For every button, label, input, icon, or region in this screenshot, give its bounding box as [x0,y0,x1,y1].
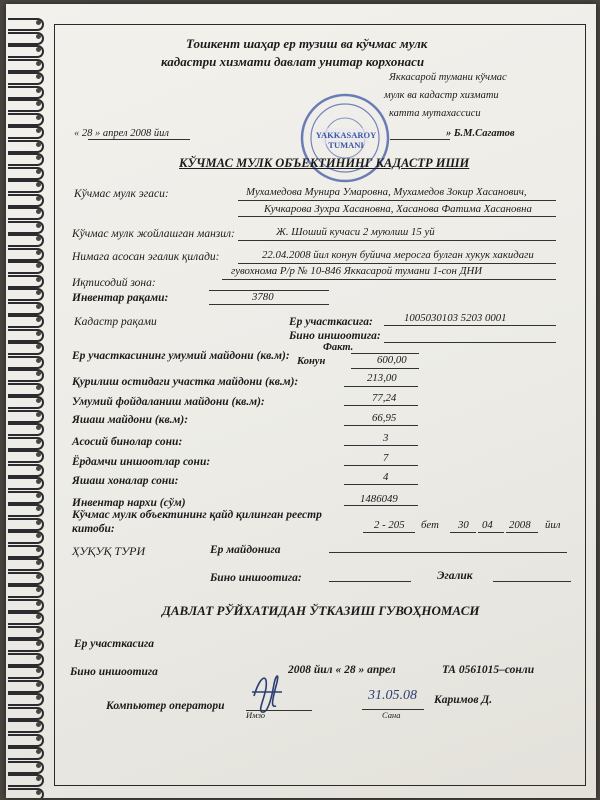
binding-hole [36,358,41,363]
binding-hole [36,533,41,538]
binding-hole [36,547,41,552]
rights-title: ҲУҚУҚ ТУРИ [72,544,146,558]
binding-hole [36,722,41,727]
binding-hole [36,574,41,579]
document-title: КЎЧМАС МУЛК ОБЪЕКТИНИНГ КАДАСТР ИШИ [179,156,470,170]
binding-hole [36,439,41,444]
rights-land-label: Ер майдонига [210,544,281,556]
binding-hole [36,506,41,511]
binding-hole [36,209,41,214]
binding-hole [36,560,41,565]
binding-hole [36,317,41,322]
reg-month-underline [478,532,504,533]
binding-hole [36,655,41,660]
basis-value-line-1: 22.04.2008 йил конун буйича меросга булган хукук хакидаги [262,249,534,261]
ownership-underline [493,581,571,582]
reg-year-underline [506,532,538,533]
law-label: Конун [297,356,326,367]
registration-title: ДАВЛАТ РЎЙХАТИДАН ЎТКАЗИШ ГУВОҲНОМАСИ [162,603,480,618]
handwritten-signature [246,666,290,716]
registry-label-1: Кўчмас мулк объектининг қайд қилинган реестр [72,509,322,521]
header-line-2: кадастри хизмати давлат унитар корхонаси [161,54,425,69]
binding-hole [36,47,41,52]
reg-day-underline [450,532,476,533]
law-underline [351,368,419,369]
binding-hole [36,196,41,201]
binding-hole [36,452,41,457]
living-area-label: Яшаш майдони (кв.м): [72,414,189,426]
binding-hole [36,263,41,268]
binding-hole [36,479,41,484]
binding-hole [36,371,41,376]
spiral-binding [6,4,46,798]
aux-bldg-label: Ёрдамчи иншоотлар сони: [72,456,211,468]
binding-hole [36,628,41,633]
reg-month: 04 [482,519,493,531]
rights-building-label: Бино иншоотига: [210,572,302,584]
address-value: Ж. Шоший кучаси 2 муюлиш 15 уй [276,226,435,238]
inventory-label: Инвентар рақами: [72,292,169,304]
header-signer: » Б.М.Сагатов [446,128,515,139]
basis-underline-2 [222,279,556,280]
binding-hole [36,493,41,498]
price-label: Инвентар нархи (сўм) [72,497,186,509]
binding-hole [36,709,41,714]
rights-building-underline [329,581,411,582]
binding-hole [36,182,41,187]
building-underline [384,342,556,343]
owner-value-line-1: Мухамедова Мунира Умаровна, Мухамедов Зокир Хасанович, [246,186,527,198]
page-label: бет [421,519,439,531]
binding-hole [36,128,41,133]
plot-value: 1005030103 5203 0001 [404,312,507,324]
binding-hole [36,34,41,39]
building-label: Бино иншоотига: [289,330,381,342]
header-date: « 28 » апрел 2008 йил [74,128,169,139]
year-label: йил [545,519,561,531]
owner-label: Кўчмас мулк эгаси: [74,188,169,200]
binding-hole [36,520,41,525]
total-area-label: Ер участкасининг умумий майдони (кв.м): [72,350,290,362]
registration-cert: ТА 0561015–сонли [442,664,535,676]
usable-area-underline [344,405,418,406]
binding-hole [36,331,41,336]
header-right-2: мулк ва кадастр хизмати [384,90,499,101]
basis-value-line-2: гувохнома Р/р № 10-846 Яккасарой тумани 1-сон ДНИ [231,265,483,277]
fact-label: Факт. [323,342,354,353]
binding-hole [36,412,41,417]
price-underline [344,505,418,506]
ownership-label: Эгалик [437,570,473,582]
binding-hole [36,385,41,390]
aux-bldg-underline [344,465,418,466]
built-area-underline [344,386,418,387]
main-bldg-value: 3 [383,432,389,444]
cadastre-label: Кадастр рақами [74,316,157,328]
registry-book-underline [363,532,415,533]
rights-land-underline [329,552,567,553]
binding-hole [36,290,41,295]
rooms-label: Яшаш хоналар сони: [72,475,179,487]
date-underline [88,139,190,140]
owner-underline-2 [238,216,556,217]
binding-hole [36,587,41,592]
binding-hole [36,749,41,754]
document-page [6,4,596,798]
binding-hole [36,277,41,282]
registration-building-label: Бино иншоотига [70,666,158,678]
usable-area-value: 77,24 [372,392,397,404]
header-line-1: Тошкент шаҳар ер тузиш ва кўчмас мулк [186,36,428,51]
address-underline [238,240,556,241]
sign-caption: Имзо [246,710,266,720]
header-right-1: Яккасарой тумани кўчмас [389,72,507,83]
owner-underline-1 [238,200,556,201]
stamp-text: YAKKASAROY TUMANI [315,130,377,150]
binding-hole [36,61,41,66]
signer-underline [390,139,450,140]
binding-hole [36,776,41,781]
registry-label-2: китоби: [72,523,115,535]
law-value: 600,00 [377,354,407,366]
living-area-value: 66,95 [372,412,397,424]
binding-hole [36,223,41,228]
binding-hole [36,20,41,25]
binding-hole [36,425,41,430]
econ-zone-label: Иқтисодий зона: [72,277,156,289]
binding-hole [36,641,41,646]
address-label: Кўчмас мулк жойлашган манзил: [72,228,235,240]
plot-underline [384,325,556,326]
binding-hole [36,668,41,673]
binding-hole [36,763,41,768]
binding-hole [36,601,41,606]
binding-hole [36,398,41,403]
rooms-value: 4 [383,471,389,483]
binding-hole [36,155,41,160]
aux-bldg-value: 7 [383,452,389,464]
price-value: 1486049 [360,493,398,505]
rooms-underline [344,484,418,485]
operator-name: Каримов Д. [434,694,493,706]
binding-hole [36,736,41,741]
binding-hole [36,304,41,309]
binding-hole [36,344,41,349]
built-area-label: Қурилиш остидаги участка майдони (кв.м): [72,376,299,388]
usable-area-label: Умумий фойдаланиш майдони (кв.м): [72,396,265,408]
binding-hole [36,236,41,241]
date-caption: Сана [382,710,401,720]
binding-hole [36,142,41,147]
reg-day: 30 [458,519,469,531]
plot-label: Ер участкасига: [289,316,373,328]
binding-hole [36,169,41,174]
built-area-value: 213,00 [367,372,397,384]
inventory-underline [209,304,329,305]
handwritten-date: 31.05.08 [368,688,417,703]
reg-year: 2008 [509,519,531,531]
basis-label: Нимага асосан эгалик қилади: [72,251,220,263]
binding-hole [36,88,41,93]
living-area-underline [344,425,418,426]
registration-date: 2008 йил « 28 » апрел [288,664,396,676]
binding-hole [36,250,41,255]
binding-hole [36,115,41,120]
binding-hole [36,614,41,619]
binding-hole [36,790,41,795]
registry-book-value: 2 - 205 [374,519,405,531]
binding-hole [36,74,41,79]
binding-hole [36,682,41,687]
binding-hole [36,466,41,471]
basis-underline-1 [238,263,556,264]
header-right-3: катта мутахассиси [389,108,481,119]
owner-value-line-2: Кучкарова Зухра Хасановна, Хасанова Фатима Хасановна [264,203,532,215]
inventory-value: 3780 [252,291,274,303]
operator-label: Компьютер оператори [106,700,225,712]
binding-hole [36,101,41,106]
registration-plot-label: Ер участкасига [74,638,155,650]
binding-hole [36,695,41,700]
main-bldg-label: Асосий бинолар сони: [72,436,183,448]
main-bldg-underline [344,445,418,446]
